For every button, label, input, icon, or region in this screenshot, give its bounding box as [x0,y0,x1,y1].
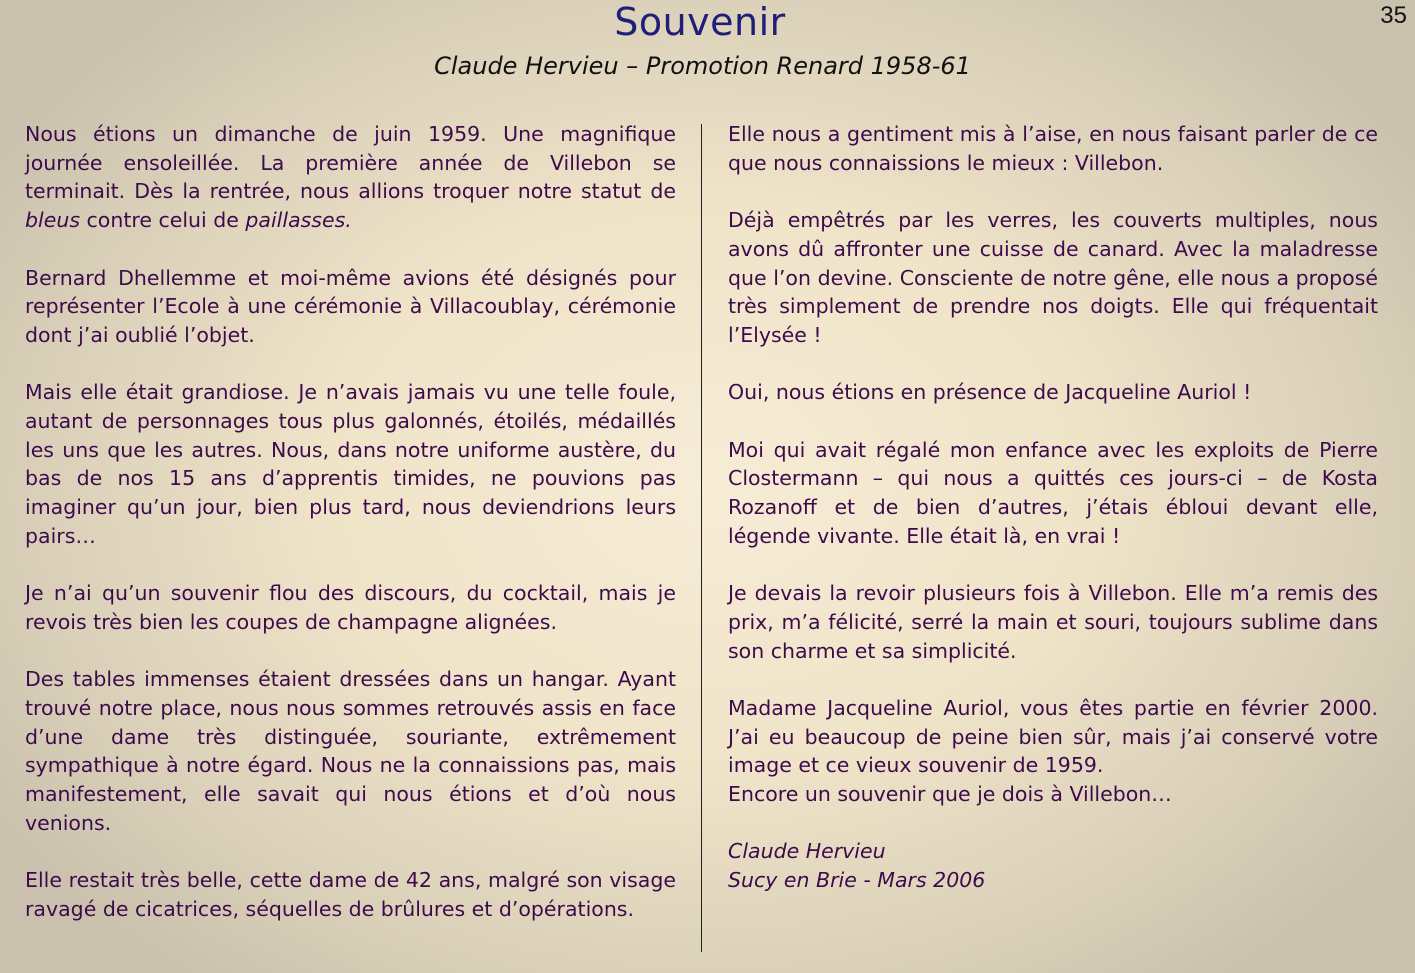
emphasis-paillasses: paillasses. [245,208,352,233]
right-column [728,120,1378,895]
emphasis-bleus: bleus [25,208,80,233]
left-paragraph-2: Bernard Dhellemme et moi-même avions été désignés pour représenter l’Ecole à une cérémonie à Villacoublay, cérémonie dont j’ai oublié l’objet. [25,265,676,347]
left-paragraph-1: Nous étions un dimanche de juin 1959. Une magnifique journée ensoleillée. La première année de Villebon se terminait. Dès la rentrée, nous allions troquer notre statut de bleus contre celui de paillasses. [25,122,676,233]
left-paragraph-6: Elle restait très belle, cette dame de 42 ans, malgré son visage ravagé de cicatrices, séquelles de brûlures et d’opérations. [25,868,676,921]
page-title: Souvenir [614,0,786,44]
right-paragraph-6: Madame Jacqueline Auriol, vous êtes partie en février 2000. J’ai eu beaucoup de peine bien sûr, mais j’ai conservé votre image et ce vieux souvenir de 1959. [728,695,1378,778]
signature [728,837,1378,894]
right-paragraph-2: Déjà empêtrés par les verres, les couverts multiples, nous avons dû affronter une cuisse de canard. Avec la maladresse que l’on devine. Consciente de notre gêne, elle nous a proposé très simplement de prendre nos doigts. Elle qui fréquentait l’Elysée ! [728,208,1378,347]
right-paragraph-4: Moi qui avait régalé mon enfance avec les exploits de Pierre Clostermann – qui nous a quittés ces jours-ci – de Kosta Rozanoff et de bien d’autres, j’étais ébloui devant elle, légende vivante. Elle était là, en vrai ! [728,437,1378,548]
left-paragraph-4: Je n’ai qu’un souvenir flou des discours, du cocktail, mais je revois très bien les coupes de champagne alignées. [25,581,676,634]
page-number: 35 [1380,2,1407,29]
column-divider [701,124,702,952]
left-column [25,120,676,924]
right-paragraph-3: Oui, nous étions en présence de Jacqueline Auriol ! [728,380,1252,405]
signature-place-date: Sucy en Brie - Mars 2006 [728,868,986,893]
right-paragraph-5: Je devais la revoir plusieurs fois à Villebon. Elle m’a remis des prix, m’a félicité, serré la main et souri, toujours sublime dans son charme et sa simplicité. [728,581,1378,663]
page-subtitle: Claude Hervieu – Promotion Renard 1958-61 [434,52,971,80]
signature-name: Claude Hervieu [728,839,886,864]
left-paragraph-5: Des tables immenses étaient dressées dans un hangar. Ayant trouvé notre place, nous nous sommes retrouvés assis en face d’une dame très distinguée, souriante, extrêmement sympathique à notre égard. Nous ne la connaissions pas, mais manifestement, elle savait qui nous étions et d’où nous venions. [25,667,676,835]
right-paragraph-7: Encore un souvenir que je dois à Villebon… [728,782,1172,807]
left-paragraph-3: Mais elle était grandiose. Je n’avais jamais vu une telle foule, autant de personnages tous plus galonnés, étoilés, médaillés les uns que les autres. Nous, dans notre uniforme austère, du bas de nos 15 ans d’apprentis timides, ne pouvions pas imaginer qu’un jour, bien plus tard, nous deviendrions leurs pairs… [25,380,676,548]
right-paragraph-1: Elle nous a gentiment mis à l’aise, en nous faisant parler de ce que nous connaissions le mieux : Villebon. [728,122,1378,175]
